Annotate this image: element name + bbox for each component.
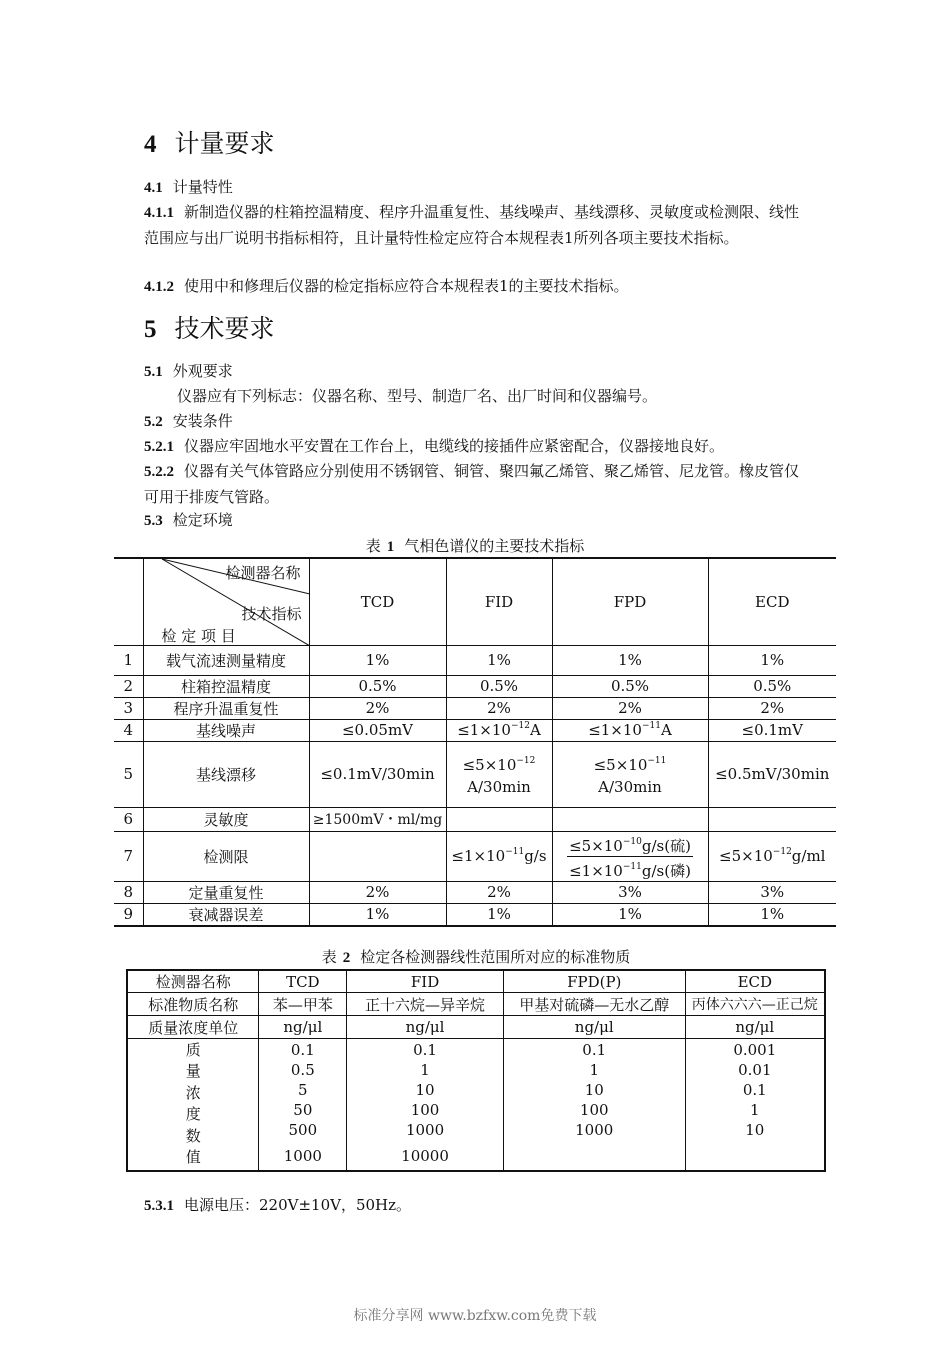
table1-header-ecd: ECD: [708, 558, 836, 645]
table1-header-fpd: FPD: [552, 558, 708, 645]
table1-header-tcd: TCD: [309, 558, 446, 645]
table-row: 质 量 浓 度 数 值 0.1 0.5 5 50 500 1000 0.1 1 10 100 1000 10000 0.1 1 10 100 1000 0.001 0.01 0.1 1 10: [127, 1039, 825, 1171]
section-5-heading: 5 技术要求: [144, 314, 275, 343]
table1-diagonal-header: [143, 558, 309, 645]
clause-5-2-2: 5.2.2 仪器有关气体管路应分别使用不锈钢管、铜管、聚四氟乙烯管、聚乙烯管、尼龙管。橡皮管仅可用于排废气管路。: [144, 462, 800, 506]
clause-4-1-1: 4.1.1 新制造仪器的柱箱控温精度、程序升温重复性、基线噪声、基线漂移、灵敏度或检测限、线性范围应与出厂说明书指标相符，且计量特性检定应符合本规程表1所列各项主要技术指标。: [144, 203, 800, 247]
clause-5-2: 5.2 安装条件: [144, 412, 233, 430]
corner-label-spec: 技术指标: [241, 605, 302, 623]
table-row: 标准物质名称 苯—甲苯 正十六烷—异辛烷 甲基对硫磷—无水乙醇 丙体六六六—正己烷: [127, 993, 825, 1016]
table1: [114, 557, 836, 927]
clause-5-1-body: 仪器应有下列标志：仪器名称、型号、制造厂名、出厂时间和仪器编号。: [177, 387, 658, 405]
table-row: 7 检测限 $\le 1\times 10^{-11}g/s$ $\le 5\times 10^{-10}g/s$(硫) $\le 1\times 10^{-11}g/s$(磷) $\le 5\times 10^{-12}g/ml$: [114, 831, 836, 881]
table-row: 质量浓度单位 ng/μl ng/μl ng/μl ng/μl: [127, 1016, 825, 1039]
table2: [126, 969, 826, 1172]
clause-4-1: 4.1 计量特性: [144, 178, 233, 196]
table-row: 8 定量重复性 2% 2% 3% 3%: [114, 881, 836, 903]
table2-caption: 表 2 检定各检测器线性范围所对应的标准物质: [321, 948, 631, 966]
table1-header-fid: FID: [446, 558, 552, 645]
clause-5-1: 5.1 外观要求: [144, 362, 233, 380]
clause-5-3: 5.3 检定环境: [144, 511, 233, 529]
clause-5-2-1: 5.2.1 仪器应牢固地水平安置在工作台上，电缆线的接插件应紧密配合，仪器接地良好。: [144, 437, 725, 455]
section-4-heading: 4 计量要求: [144, 129, 275, 158]
table-row: 检测器名称 TCD FID FPD(P) ECD: [127, 970, 825, 993]
table-row: 3 程序升温重复性 2% 2% 2% 2%: [114, 697, 836, 719]
corner-label-detector: 检测器名称: [225, 564, 301, 582]
clause-5-3-1: 5.3.1 电源电压：220V±10V，50Hz。: [144, 1196, 412, 1214]
table-row: 2 柱箱控温精度 0.5% 0.5% 0.5% 0.5%: [114, 675, 836, 697]
table-row: 6 灵敏度 ≥1500mV・ml/mg: [114, 807, 836, 831]
clause-4-1-2: 4.1.2 使用中和修理后仪器的检定指标应符合本规程表1的主要技术指标。: [144, 277, 629, 295]
table-row: 1 载气流速测量精度 1% 1% 1% 1%: [114, 645, 836, 675]
table-row: 5 基线漂移 ≤0.1mV/30min $\le 5\times 10^{-12}$ A/30min $\le 5\times 10^{-11}$ A/30min ≤0.5mV/30min: [114, 741, 836, 807]
corner-label-item: 检 定 项 目: [161, 627, 236, 645]
table-row: 9 衰减器误差 1% 1% 1% 1%: [114, 903, 836, 926]
table-row: 4 基线噪声 ≤0.05mV $\le 1\times 10^{-12}A$ $\le 1\times 10^{-11}A$ ≤0.1mV: [114, 719, 836, 741]
table1-caption: 表 1 气相色谱仪的主要技术指标: [365, 537, 585, 555]
footer-watermark: 标准分享网 www.bzfxw.com免费下载: [353, 1308, 597, 1324]
